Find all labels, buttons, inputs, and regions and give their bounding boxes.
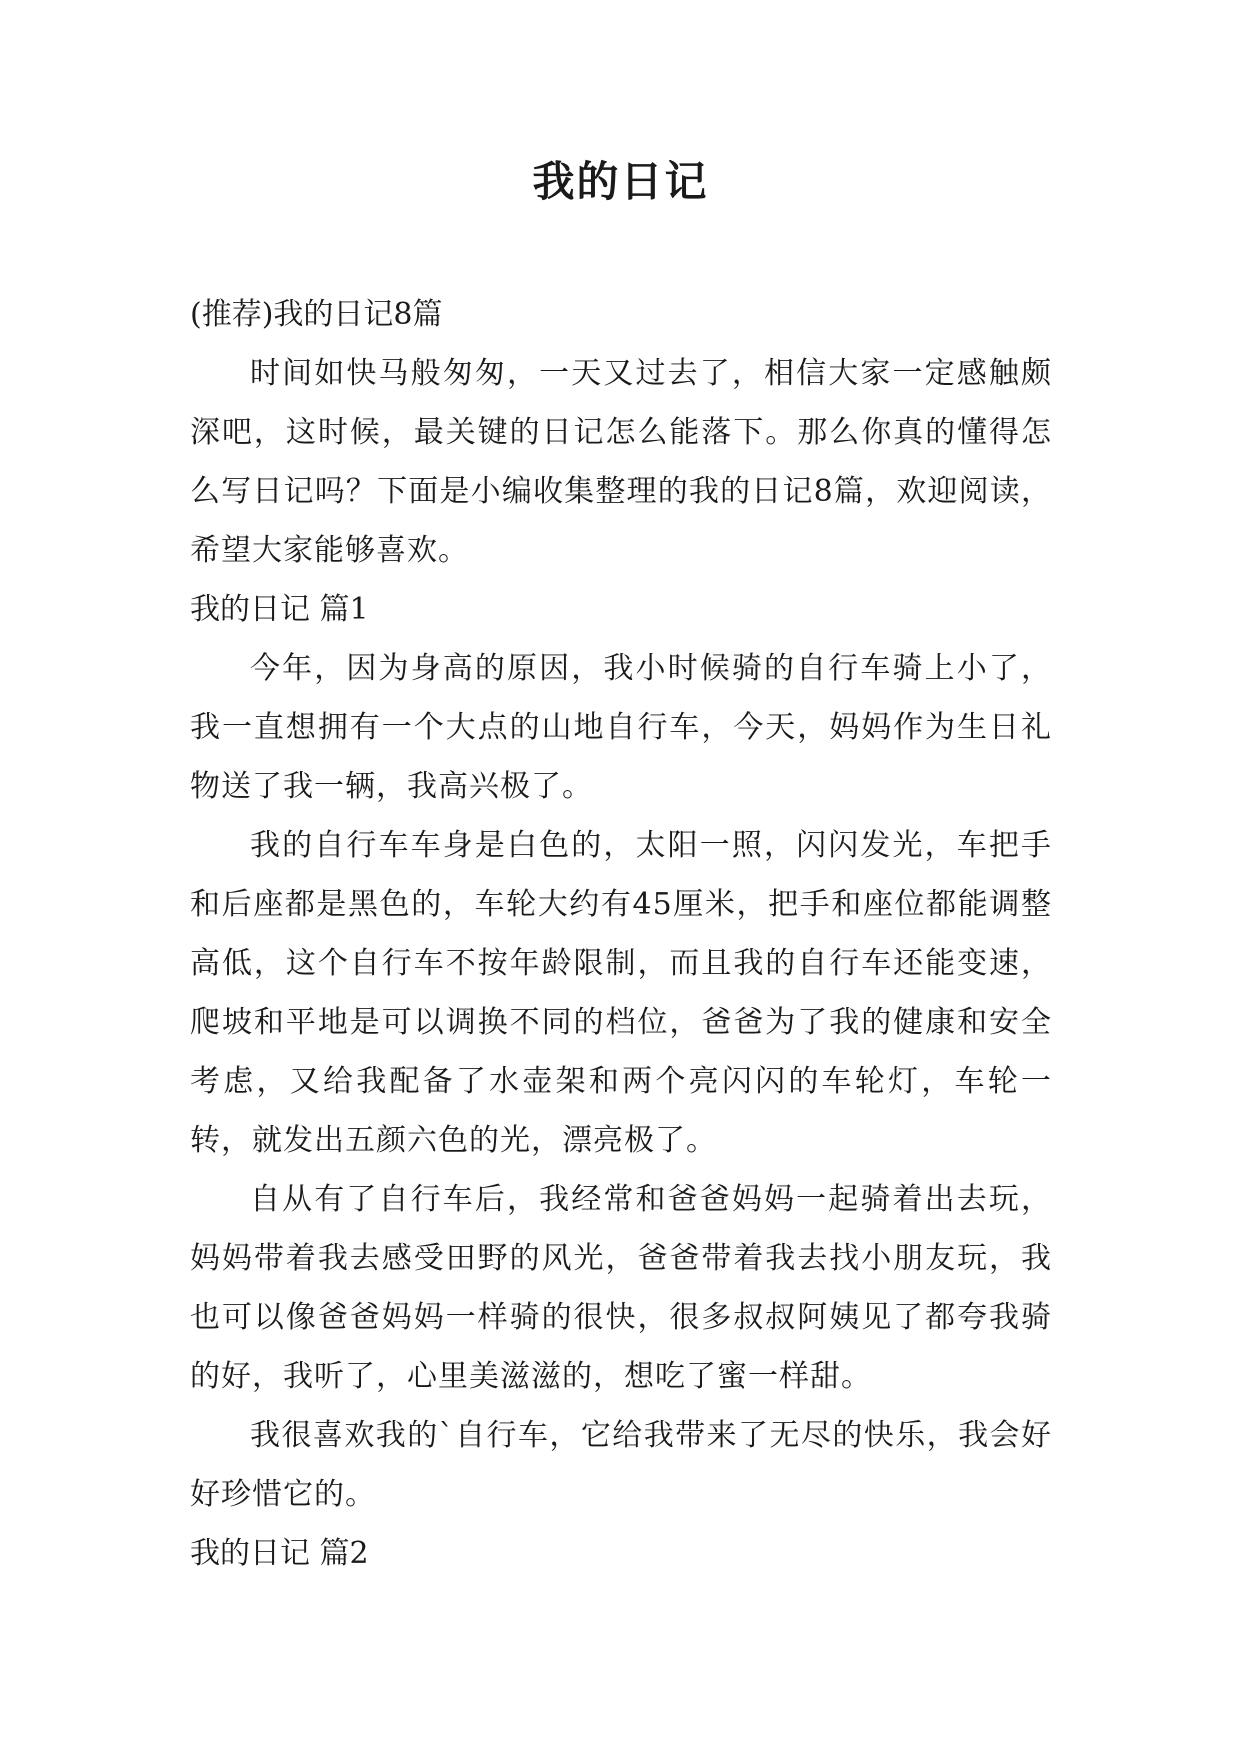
body-paragraph: 今年，因为身高的原因，我小时候骑的自行车骑上小了，我一直想拥有一个大点的山地自行车，今天，妈妈作为生日礼物送了我一辆，我高兴极了。 [190,651,1052,804]
body-paragraph: 我的自行车车身是白色的，太阳一照，闪闪发光，车把手和后座都是黑色的，车轮大约有45厘米，把手和座位都能调整高低，这个自行车不按年龄限制，而且我的自行车还能变速，爬坡和平地是可以调换不同的档位，爸爸为了我的健康和安全考虑，又给我配备了水壶架和两个亮闪闪的车轮灯，车轮一转，就发出五颜六色的光，漂亮极了。 [190,828,1052,1158]
body-paragraph: 我很喜欢我的`自行车，它给我带来了无尽的快乐，我会好好珍惜它的。 [190,1418,1052,1512]
section-heading-2: 我的日记 篇2 [190,1536,369,1571]
document-body [190,285,1052,1583]
intro-paragraph: 时间如快马般匆匆，一天又过去了，相信大家一定感触颇深吧，这时候，最关键的日记怎么能落下。那么你真的懂得怎么写日记吗？下面是小编收集整理的我的日记8篇，欢迎阅读，希望大家能够喜欢。 [190,356,1052,568]
section-heading-1: 我的日记 篇1 [190,592,369,627]
document-title: 我的日记 [532,157,709,206]
article-heading: (推荐)我的日记8篇 [190,297,443,332]
body-paragraph: 自从有了自行车后，我经常和爸爸妈妈一起骑着出去玩，妈妈带着我去感受田野的风光，爸爸带着我去找小朋友玩，我也可以像爸爸妈妈一样骑的很快，很多叔叔阿姨见了都夸我骑的好，我听了，心里美滋滋的，想吃了蜜一样甜。 [190,1182,1052,1394]
